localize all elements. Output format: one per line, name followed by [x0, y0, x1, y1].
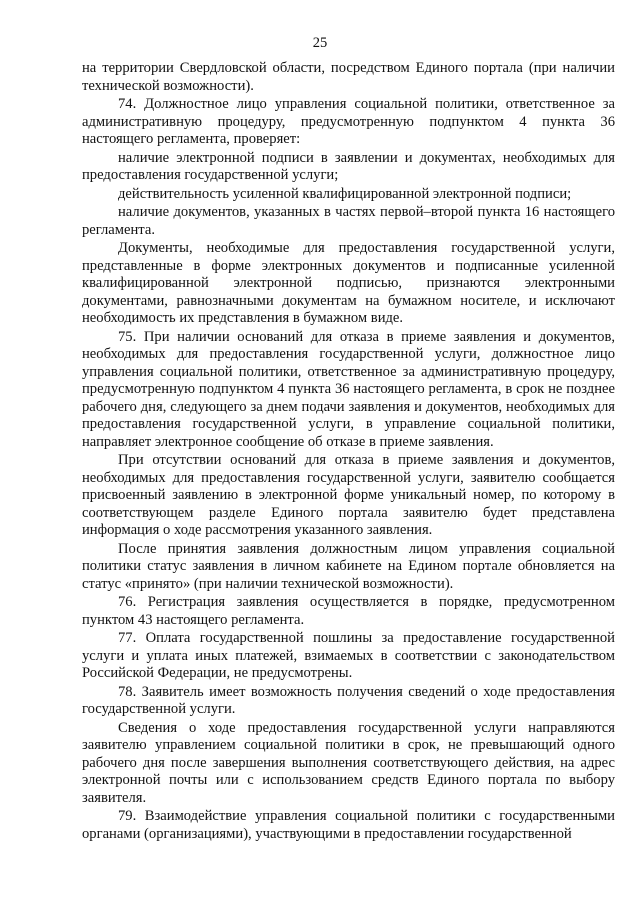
paragraph-check-signature: наличие электронной подписи в заявлении и документах, необходимых для предоставления государственной услуги; — [82, 149, 615, 183]
paragraph-continuation: на территории Свердловской области, посредством Единого портала (при наличии технической возможности). — [82, 60, 615, 94]
page-number: 25 — [312, 35, 328, 51]
paragraph-check-validity: действительность усиленной квалифицированной электронной подписи; — [118, 185, 572, 202]
paragraph-item-74: 74. Должностное лицо управления социальной политики, ответственное за административную процедуру, предусмотренную подпунктом 4 пункта 36 настоящего регламента, проверяет: — [82, 96, 615, 147]
paragraph-item-79: 79. Взаимодействие управления социальной политики с государственными органами (организациями), участвующими в предоставлении государственной — [82, 808, 615, 842]
paragraph-item-77: 77. Оплата государственной пошлины за предоставление государственной услуги и уплата иных платежей, взимаемых в соответствии с законодательством Российской Федерации, не предусмотрены. — [82, 630, 615, 681]
document-body — [82, 60, 615, 844]
paragraph-electronic-documents: Документы, необходимые для предоставления государственной услуги, представленные в форме электронных документов и подписанные усиленной квалифицированной электронной подписью, признаются электронными документами, равнозначными документам на бумажном носителе, и исключают необходимость их представления в бумажном виде. — [82, 240, 615, 326]
paragraph-progress-info: Сведения о ходе предоставления государственной услуги направляются заявителю управлением социальной политики в срок, не превышающий одного рабочего дня после завершения выполнения соответствующего действия, на адрес электронной почты или с использованием средств Единого портала по выбору заявителя. — [82, 719, 615, 806]
paragraph-item-75: 75. При наличии оснований для отказа в приеме заявления и документов, необходимых для предоставления государственной услуги, должностное лицо управления социальной политики, ответственное за административную процедуру, предусмотренную подпунктом 4 пункта 36 настоящего регламента, в срок не позднее рабочего дня, следующего за днем подачи заявления и документов, необходимых для предоставления государственной услуги, в управление социальной политики, направляет электронное сообщение об отказе в приеме заявления. — [82, 328, 615, 450]
paragraph-item-78: 78. Заявитель имеет возможность получения сведений о ходе предоставления государственной услуги. — [82, 683, 615, 717]
paragraph-no-grounds: При отсутствии оснований для отказа в приеме заявления и документов, необходимых для предоставления государственной услуги, заявителю сообщается присвоенный заявлению в электронной форме уникальный номер, по которому в соответствующем разделе Единого портала заявителю будет представлена информация о ходе рассмотрения указанного заявления. — [82, 452, 615, 538]
paragraph-check-documents: наличие документов, указанных в частях первой–второй пункта 16 настоящего регламента. — [82, 204, 615, 238]
paragraph-status-accepted: После принятия заявления должностным лицом управления социальной политики статус заявления в личном кабинете на Едином портале обновляется на статус «принято» (при наличии технической возможности). — [82, 540, 615, 592]
paragraph-item-76: 76. Регистрация заявления осуществляется в порядке, предусмотренном пунктом 43 настоящего регламента. — [82, 594, 615, 628]
